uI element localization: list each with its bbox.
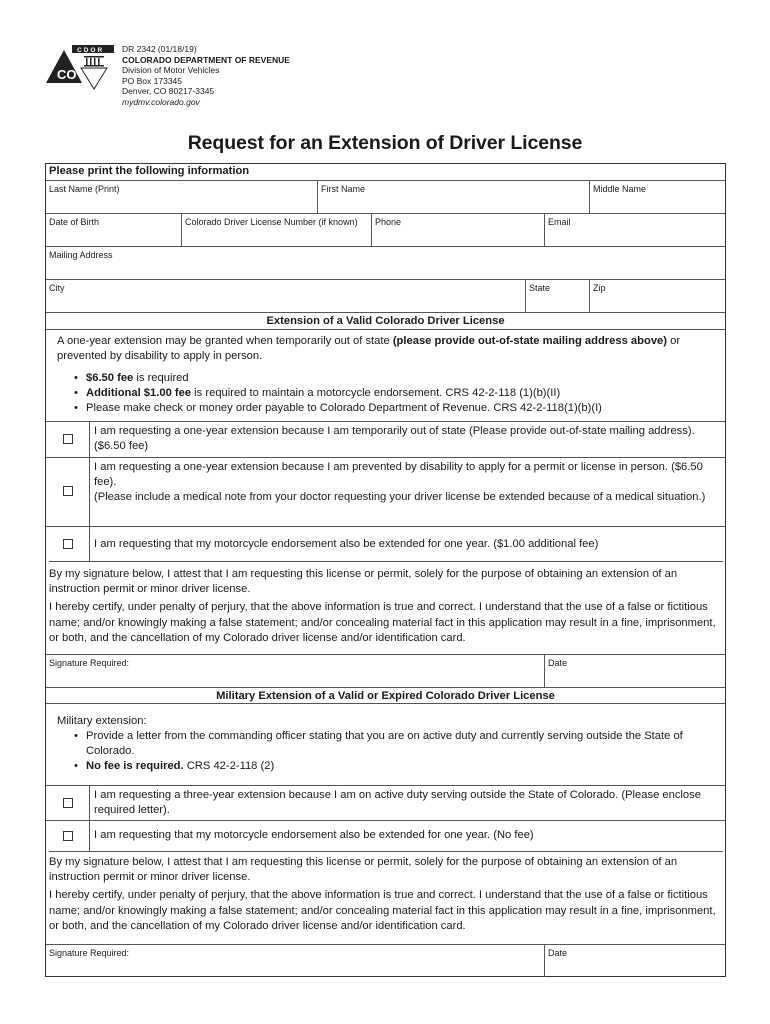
- list-item: [74, 371, 722, 386]
- phone-field[interactable]: [371, 214, 544, 246]
- middle-name-field[interactable]: [589, 181, 725, 213]
- name-row: [46, 181, 725, 214]
- valid-signature-row: [46, 654, 725, 687]
- po-box: PO Box 173345: [122, 75, 183, 86]
- dob-field[interactable]: [46, 214, 181, 246]
- middle-name-label: Middle Name: [593, 184, 647, 194]
- cdor-logo: [45, 44, 115, 90]
- military-attest-text: By my signature below, I attest that I am requesting this license or permit, solely for the purpose of obtaining an extension of an instruction permit or minor driver license.: [49, 856, 678, 884]
- military-intro: Military extension:: [57, 715, 147, 727]
- fee-amount: $6.50 fee: [86, 372, 134, 384]
- valid-intro-tail: or prevented by disability to apply in person.: [57, 335, 681, 363]
- valid-intro-text: A one-year extension may be granted when temporarily out of state: [57, 335, 393, 347]
- logo-initials: CO: [57, 67, 77, 82]
- last-name-label: Last Name (Print): [49, 184, 120, 194]
- active-duty-option-text: I am requesting a three-year extension because I am on active duty serving outside the State of Colorado. (Please enclose required letter).: [94, 789, 701, 817]
- out-of-state-checkbox[interactable]: [63, 434, 73, 444]
- checkbox-cell: [46, 527, 90, 561]
- city-zip: Denver, CO 80217-3345: [122, 86, 215, 97]
- valid-date-field[interactable]: [544, 655, 725, 687]
- military-section-title: Military Extension of a Valid or Expired Colorado Driver License: [216, 690, 555, 702]
- license-number-field[interactable]: [181, 214, 371, 246]
- out-of-state-option-text: I am requesting a one-year extension because I am temporarily out of state (Please provide out-of-state mailing address). ($6.50 fee): [94, 425, 695, 453]
- date-label: Date: [548, 948, 568, 958]
- state-field[interactable]: [525, 280, 589, 312]
- extension-form: [45, 163, 726, 977]
- checkbox-cell: [46, 821, 90, 851]
- military-section-title-row: [46, 687, 725, 704]
- valid-motorcycle-option-text: I am requesting that my motorcycle endorsement also be extended for one year. ($1.00 additional fee): [94, 538, 599, 550]
- first-name-field[interactable]: [317, 181, 589, 213]
- phone-label: Phone: [375, 217, 402, 227]
- list-item: [74, 386, 722, 401]
- page-title: Request for an Extension of Driver License: [187, 132, 583, 154]
- print-info-heading: Please print the following information: [49, 165, 250, 177]
- disability-option-line2: (Please include a medical note from your doctor requesting your driver license be extended because of a medical situation.): [94, 491, 706, 504]
- disability-option-text: [94, 460, 721, 506]
- website-link[interactable]: mydmv.colorado.gov: [122, 96, 200, 107]
- date-label: Date: [548, 658, 568, 668]
- zip-field[interactable]: [589, 280, 725, 312]
- division-name: Division of Motor Vehicles: [122, 65, 220, 76]
- valid-intro-emphasis: (please provide out-of-state mailing address above): [392, 335, 667, 347]
- valid-option-out-of-state: [46, 421, 725, 457]
- checkbox-cell: [46, 422, 90, 457]
- valid-attest-text: By my signature below, I attest that I am requesting this license or permit, solely for the purpose of obtaining an extension of an instruction permit or minor driver license.: [49, 568, 678, 596]
- address-row: [46, 247, 725, 280]
- list-item: [74, 729, 722, 759]
- valid-option-motorcycle: [46, 526, 725, 561]
- identity-row: [46, 214, 725, 247]
- military-list: [74, 729, 722, 775]
- military-letter-requirement: Provide a letter from the commanding officer stating that you are on active duty and currently serving outside the State of Colorado.: [86, 730, 683, 758]
- valid-fee-list: [74, 371, 722, 417]
- valid-section-title-row: [46, 313, 725, 330]
- state-label: State: [529, 283, 551, 293]
- military-option-motorcycle: [46, 820, 725, 851]
- motorcycle-fee-amount: Additional $1.00 fee: [86, 387, 192, 400]
- military-signature-row: [46, 944, 725, 977]
- military-statute: CRS 42-2-118 (2): [183, 760, 275, 773]
- mailing-address-label: Mailing Address: [49, 250, 113, 260]
- payment-instructions: Please make check or money order payable to Colorado Department of Revenue. CRS 42-2-118(1)(b)(I): [86, 402, 602, 415]
- city-row: [46, 280, 725, 313]
- no-fee-text: No fee is required.: [86, 760, 184, 773]
- disability-option-line1: I am requesting a one-year extension because I am prevented by disability to apply for a permit or license in person. ($6.50 fee).: [94, 461, 703, 489]
- military-certify-text: I hereby certify, under penalty of perjury, that the above information is true and correct. I understand that the use of a false or fictitious name; and/or knowingly making a false statement; and/or concealing material fact in this application may result in a fine, imprisonment, or both, and the cancellation of my Colorado driver license and/or identification card.: [49, 889, 716, 932]
- checkbox-cell: [46, 458, 90, 526]
- city-label: City: [49, 283, 65, 293]
- valid-signature-field[interactable]: [46, 655, 544, 687]
- agency-name: COLORADO DEPARTMENT OF REVENUE: [122, 54, 290, 65]
- list-item: [74, 759, 722, 774]
- mailing-address-field[interactable]: [46, 247, 725, 279]
- print-info-heading-row: [46, 164, 725, 181]
- signature-label: Signature Required:: [49, 658, 130, 668]
- valid-certify-text: I hereby certify, under penalty of perjury, that the above information is true and correct. I understand that the use of a false or fictitious name; and/or knowingly making a false statement; and/or concealing material fact in this application may result in a fine, imprisonment, or both, and the cancellation of my Colorado driver license and/or identification card.: [49, 601, 716, 644]
- form-number: DR 2342 (01/18/19): [122, 44, 197, 54]
- military-motorcycle-option-text: I am requesting that my motorcycle endorsement also be extended for one year. (No fee): [94, 829, 534, 841]
- dob-label: Date of Birth: [49, 217, 100, 227]
- logo-letters: CDOR: [77, 47, 105, 54]
- city-field[interactable]: [46, 280, 525, 312]
- zip-label: Zip: [593, 283, 606, 293]
- valid-motorcycle-checkbox[interactable]: [63, 539, 73, 549]
- checkbox-cell: [46, 786, 90, 820]
- agency-address: [122, 44, 290, 108]
- valid-attestation: [49, 561, 723, 646]
- fee-text: is required: [133, 372, 189, 384]
- valid-intro: [57, 334, 722, 364]
- disability-checkbox[interactable]: [63, 486, 73, 496]
- list-item: [74, 401, 722, 416]
- license-number-label: Colorado Driver License Number (if known): [185, 217, 358, 227]
- active-duty-checkbox[interactable]: [63, 798, 73, 808]
- military-option-active-duty: [46, 785, 725, 820]
- form-header: [45, 44, 345, 114]
- signature-label: Signature Required:: [49, 948, 130, 958]
- military-signature-field[interactable]: [46, 945, 544, 977]
- military-attestation: [49, 851, 723, 934]
- valid-option-disability: [46, 457, 725, 526]
- military-motorcycle-checkbox[interactable]: [63, 831, 73, 841]
- motorcycle-fee-text: is required to maintain a motorcycle endorsement. CRS 42-2-118 (1)(b)(II): [191, 387, 561, 400]
- first-name-label: First Name: [321, 184, 366, 194]
- email-label: Email: [548, 217, 571, 227]
- last-name-field[interactable]: [46, 181, 317, 213]
- valid-section-title: Extension of a Valid Colorado Driver License: [266, 315, 505, 327]
- military-date-field[interactable]: [544, 945, 725, 977]
- email-field[interactable]: [544, 214, 725, 246]
